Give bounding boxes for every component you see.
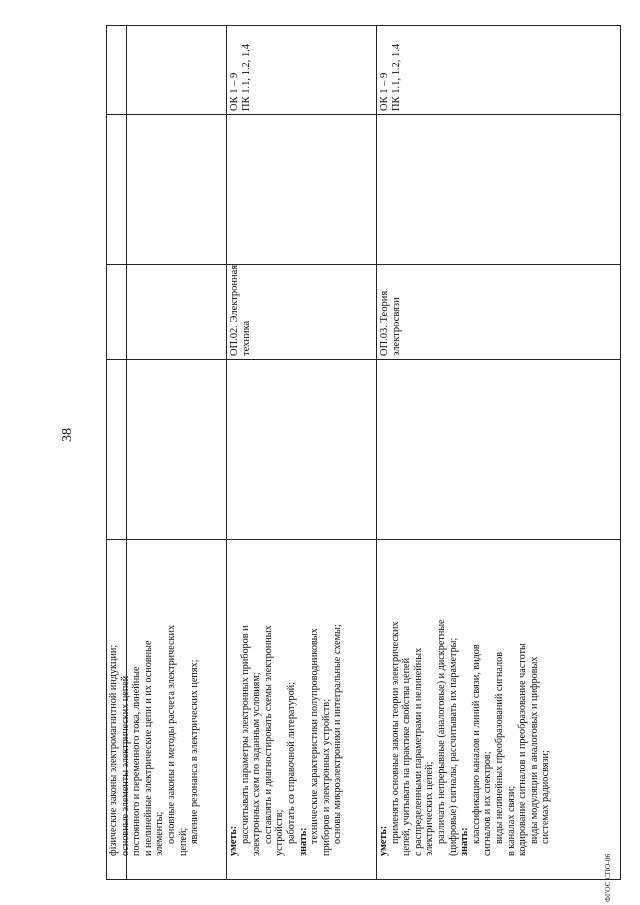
text-line: ОП.03. Теория [379, 290, 390, 356]
text-line: виды нелинейных преобразований сигналов [493, 651, 505, 844]
text-line: системах радиосвязи; [540, 750, 552, 844]
text-line: в каналах связи; [505, 785, 517, 856]
text-line: основы микроэлектроники и интегральные схемы; [332, 624, 344, 844]
row-1-competencies [106, 540, 226, 860]
text-line: постоянного и переменного тока, линейные [131, 666, 143, 856]
text-line: ПК 1.1, 1.2, 1.4 [391, 43, 402, 111]
text-line: различать непрерывные (аналоговые) и дискретные [435, 619, 447, 844]
text-line: ОП.02. Электронная [229, 264, 240, 356]
row-2-discipline [226, 265, 376, 360]
text-line: цепей, учитывать на практике свойства цепей [401, 657, 413, 856]
text-line: техника [241, 320, 252, 356]
umet-label: уметь: [378, 825, 389, 856]
text-line: явление резонанса в электрических цепях; [189, 659, 201, 844]
text-line: сигналов и их спектров; [482, 751, 494, 856]
text-line: электронных схем по заданным условиям; [251, 672, 263, 856]
document-footer: ФГОС СПО-06 [603, 853, 612, 902]
row-3-discipline [376, 265, 621, 360]
text-line: устройств; [274, 809, 286, 856]
text-line: виды модуляции в аналоговых и цифровых [528, 656, 540, 844]
text-line: электросвязи [391, 297, 402, 356]
rotated-table-wrapper [106, 25, 621, 880]
row-3-competencies [376, 540, 621, 860]
text-line: ПК 1.1, 1.2, 1.4 [241, 43, 252, 111]
text-line: основные законы и методы расчета электрических [165, 624, 177, 844]
page-number: 38 [60, 428, 75, 442]
text-line: элементы; [154, 811, 166, 856]
text-line: цепей; [177, 827, 189, 856]
text-line: с распределенными параметрами и нелинейных [412, 647, 424, 856]
row-2-competencies [226, 540, 376, 860]
text-line: классификацию каналов и линий связи, видов [470, 644, 482, 844]
text-line: и нелинейные электрические цепи и их основные [142, 640, 154, 856]
text-line: применять основные законы теории электрических [389, 621, 401, 844]
text-line: рассчитывать параметры электронных приборов и [239, 625, 251, 844]
text-line: (цифровые) сигналы, рассчитывать их параметры; [447, 637, 459, 856]
text-line: приборов и электронных устройств; [320, 698, 332, 856]
znat-label: знать: [459, 827, 471, 856]
text-line: кодирование сигналов и преобразование частоты [517, 643, 529, 856]
row-3-codes [376, 25, 621, 115]
text-line: фізические законы электромагнитной индукции; [108, 644, 119, 856]
text-line: электрических цепей; [424, 761, 436, 856]
znat-label: знать: [297, 827, 309, 856]
text-line: составлять и диагностировать схемы электронных [262, 625, 274, 844]
umet-label: уметь: [228, 825, 239, 856]
row-2-codes [226, 25, 376, 115]
text-line: ОК 1 – 9 [229, 72, 240, 111]
text-line: работать со справочной литературой; [285, 682, 297, 844]
text-line: технические характеристики полупроводниковых [309, 628, 321, 844]
text-line: основные элементы электрических цепей [119, 675, 131, 856]
text-line: ОК 1 – 9 [379, 72, 390, 111]
